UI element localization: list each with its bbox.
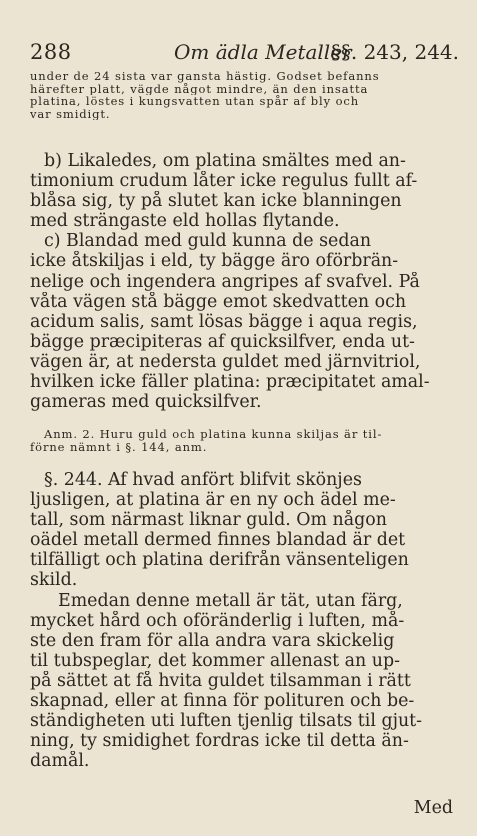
- section-244-line: skild.: [30, 570, 78, 591]
- paragraph-b-line: med strängaste eld hollas flytande.: [30, 211, 340, 232]
- paragraph-emedan-line: ste den fram för alla andra vara skickelig: [30, 630, 395, 651]
- footnote-continuation: [30, 70, 460, 120]
- running-header: [30, 40, 459, 64]
- footnote-line: under de 24 sista var gansta hästig. Godset befanns: [30, 70, 380, 83]
- paragraph-b-line: b) Likaledes, om platina smältes med an-: [44, 151, 406, 171]
- page-number: 288: [30, 40, 72, 64]
- running-title: Om ädla Metaller: [174, 40, 352, 64]
- footnote-line: härefter platt, vägde något mindre, än den insatta: [30, 82, 369, 96]
- body-text-section-244: [30, 470, 460, 771]
- paragraph-b-line: blåsa sig, ty på slutet kan icke blanningen: [30, 191, 402, 212]
- paragraph-c-line: acidum salis, samt lösas bägge i aqua regis,: [30, 311, 418, 332]
- paragraph-emedan-line: ständigheten uti luften tjenlig tilsats til gjut-: [30, 711, 423, 732]
- section-244-line: ljusligen, at platina är en ny och ädel me-: [30, 490, 396, 511]
- catchword: Med: [413, 798, 453, 818]
- paragraph-c-line: gameras med quicksilfver.: [30, 392, 262, 413]
- annotation-line: förne nämnt i §. 144, anm.: [30, 440, 208, 454]
- paragraph-c-line: våta vägen stå bägge emot skedvatten och: [30, 291, 407, 312]
- paragraph-emedan-line: Emedan denne metall är tät, utan färg,: [58, 590, 403, 611]
- footnote-line: var smidigt.: [30, 107, 111, 121]
- paragraph-c-line: bägge præcipiteras af quicksilfver, enda ut-: [30, 331, 415, 352]
- paragraph-emedan-line: skapnad, eller at finna för polituren och be-: [30, 691, 415, 712]
- paragraph-emedan-line: på sättet at få hvita guldet tilsamman i rätt: [30, 670, 411, 691]
- annotation-line: Anm. 2. Huru guld och platina kunna skiljas är til-: [44, 428, 383, 441]
- paragraph-emedan-line: til tubspeglar, det kommer allenast an up-: [30, 650, 400, 671]
- section-244-line: §. 244. Af hvad anfört blifvit skönjes: [44, 470, 362, 490]
- paragraph-emedan-line: damål.: [30, 751, 90, 772]
- section-reference: §§. 243, 244.: [330, 40, 459, 64]
- paragraph-emedan-line: ning, ty smidighet fordras icke til detta än-: [30, 731, 409, 752]
- paragraph-c-line: nelige och ingendera angripes af svafvel. På: [30, 271, 420, 292]
- paragraph-b-line: timonium crudum låter icke regulus fullt af-: [30, 171, 418, 192]
- paragraph-c-line: c) Blandad med guld kunna de sedan: [44, 231, 372, 252]
- annotation-note: [30, 428, 460, 453]
- footnote-line: platina, löstes i kungsvatten utan spår af bly och: [30, 95, 360, 108]
- paragraph-c-line: hvilken icke fäller platina: præcipitatet amal-: [30, 372, 430, 393]
- paragraph-emedan-line: mycket hård och oföränderlig i luften, må-: [30, 610, 405, 631]
- section-244-line: tilfälligt och platina derifrån vänsenteligen: [30, 550, 409, 571]
- paragraph-c-line: vägen är, at nedersta guldet med järnvitriol,: [30, 351, 421, 372]
- section-244-line: oädel metall dermed finnes blandad är det: [30, 530, 406, 551]
- paragraph-c-line: icke åtskiljas i eld, ty bägge äro oförbrän-: [30, 251, 399, 272]
- section-244-line: tall, som närmast liknar guld. Om någon: [30, 510, 387, 531]
- body-text-paragraphs-b-c: [30, 151, 460, 412]
